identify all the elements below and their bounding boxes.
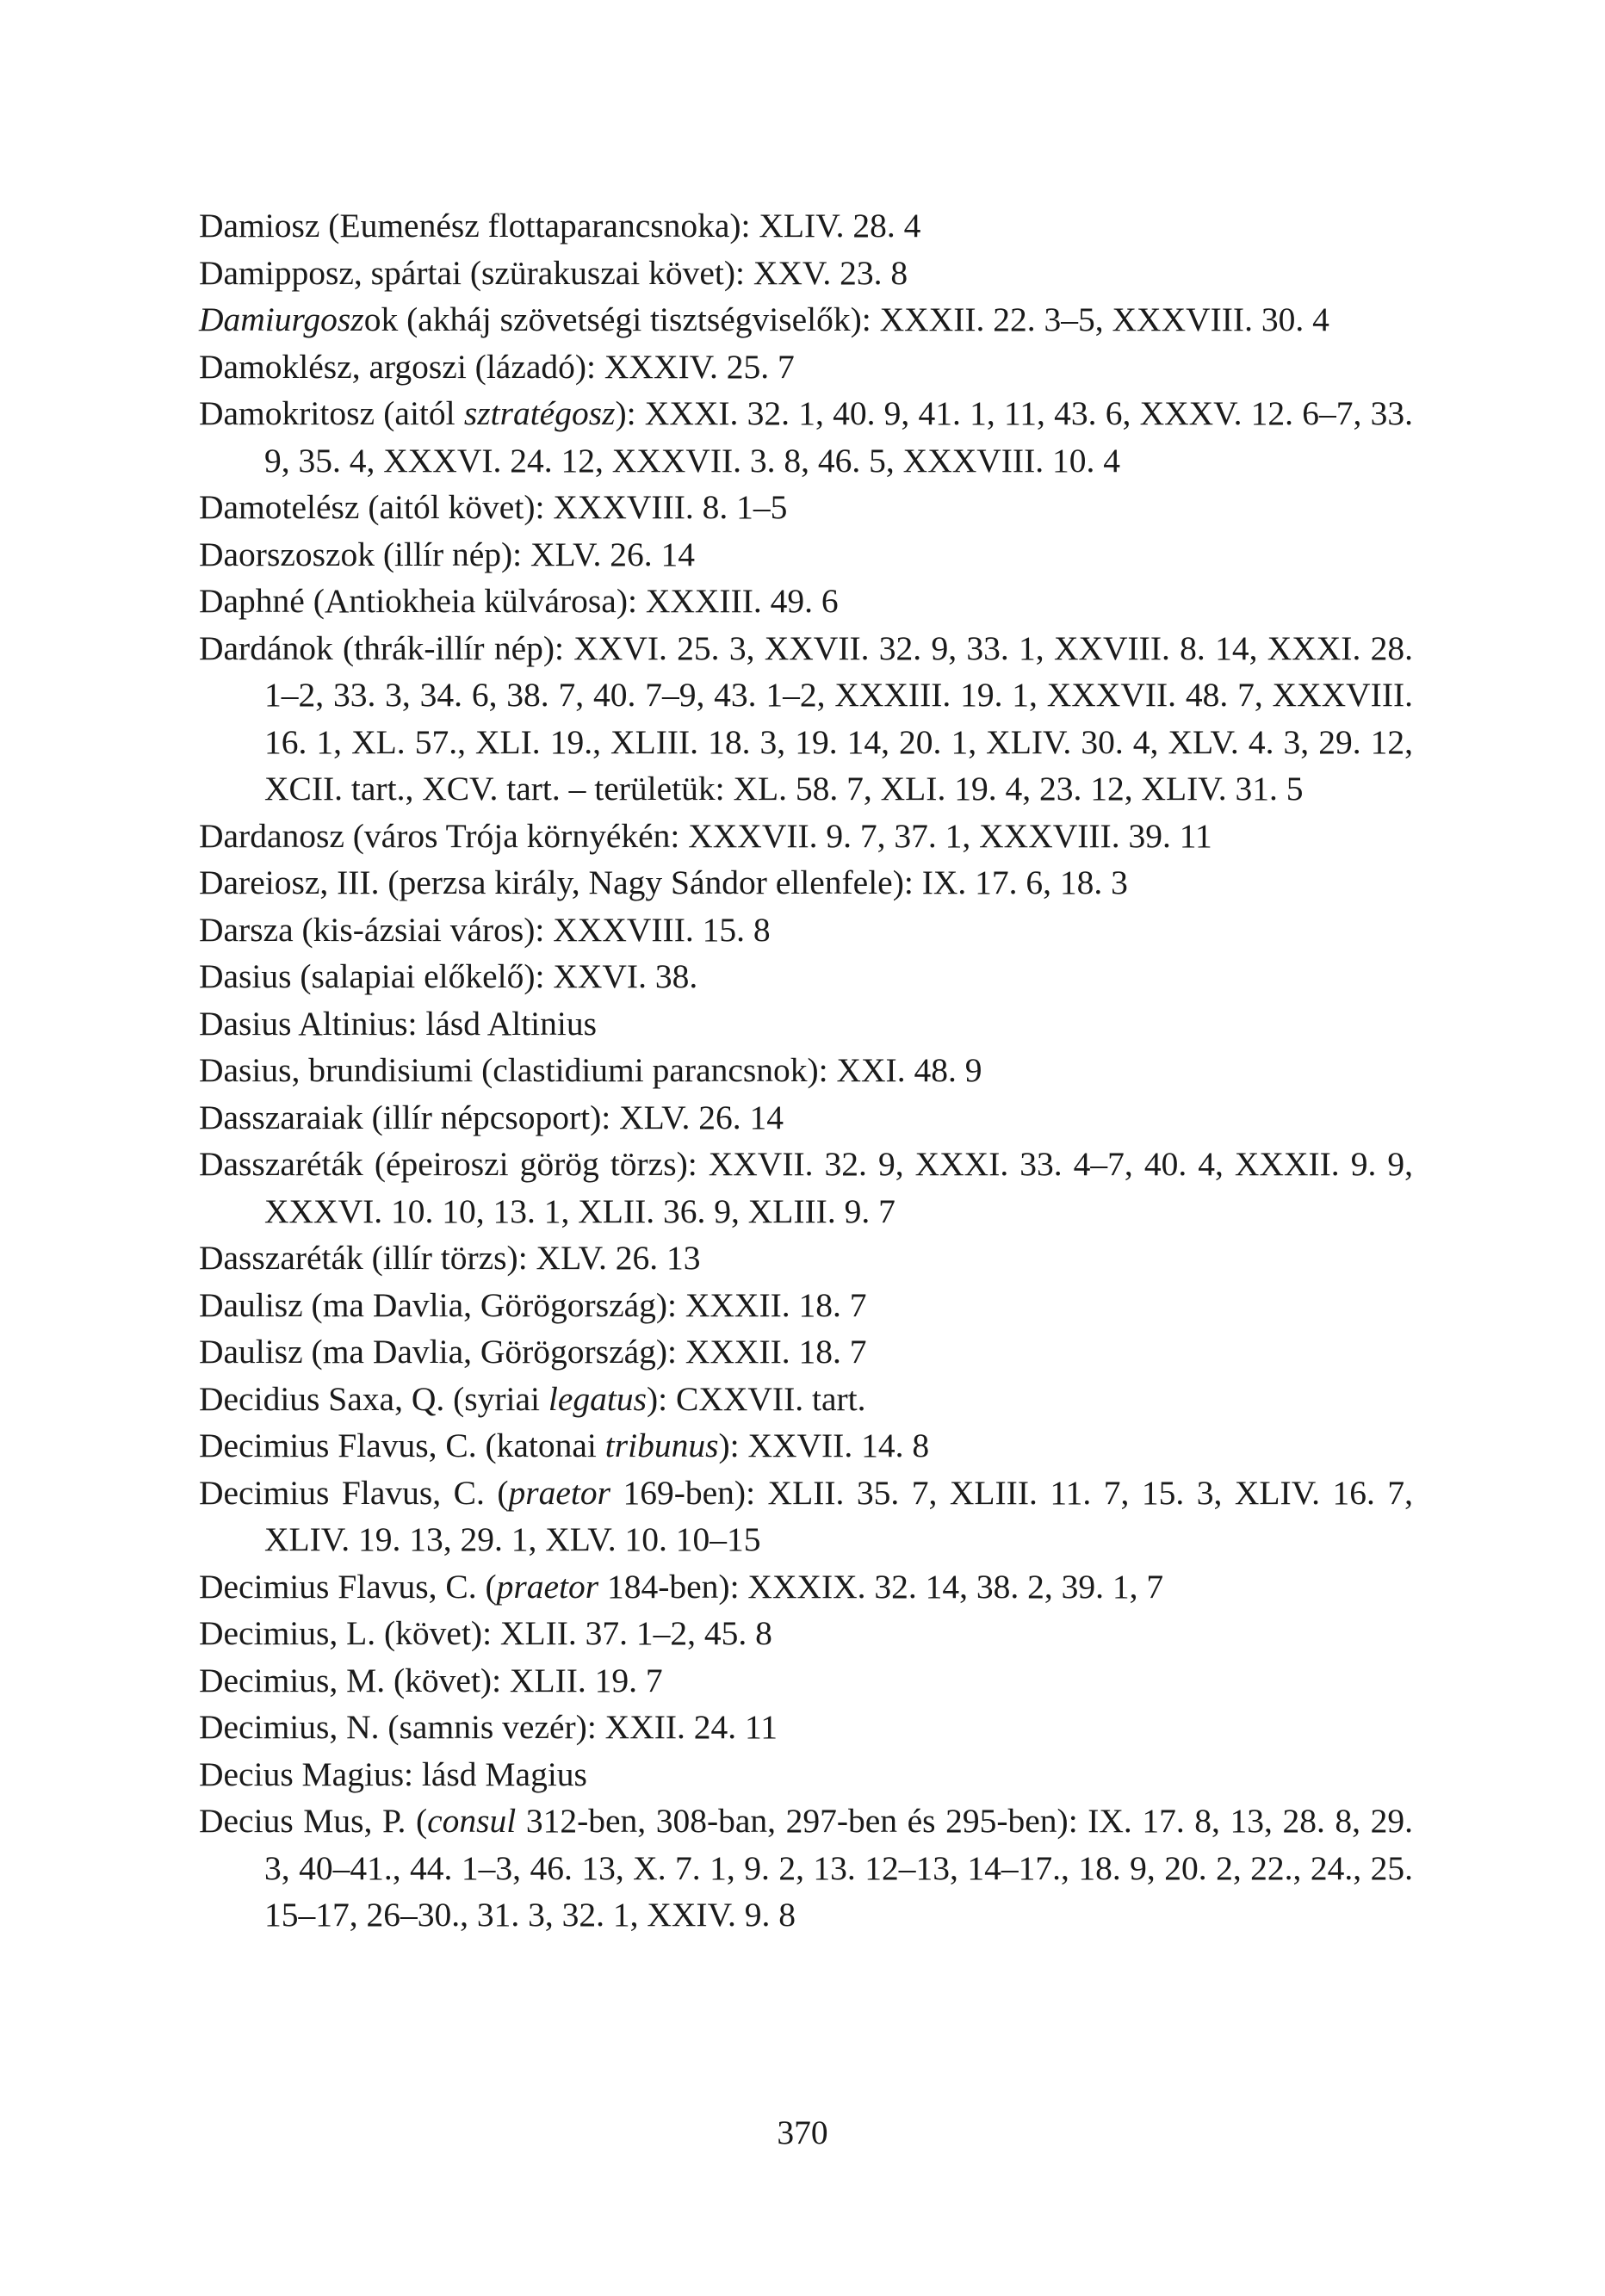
index-entry (199, 1000, 1413, 1048)
index-entries (199, 202, 1413, 1939)
index-entry (199, 953, 1413, 1000)
index-entry (199, 1141, 1413, 1235)
index-entry (199, 1376, 1413, 1423)
index-entry (199, 202, 1413, 250)
index-entry (199, 1282, 1413, 1329)
index-entry-text: ): XXVII. 14. 8 (718, 1426, 930, 1464)
index-entry-text: Damokritosz (aitól (199, 394, 464, 432)
index-entry-italic-term: sztratégosz (463, 394, 616, 432)
index-entry-italic-term: praetor (508, 1473, 610, 1512)
index-entry-italic-term: Damiurgosz (199, 300, 364, 338)
index-entry (199, 484, 1413, 531)
index-entry-italic-term: tribunus (604, 1426, 719, 1464)
index-entry (199, 250, 1413, 297)
index-entry-text: Dardánok (thrák-illír nép): XXVI. 25. 3, XXVII. 32. 9, 33. 1, XXVIII. 8. 14, XXXI. 28. 1–2, 33. 3, 34. 6, 38. 7, 40. 7–9, 43. 1–2, XXXIII. 19. 1, XXXVII. 48. 7, XXXVIII. 16. 1, XL. 57., XLI. 19., XLIII. 18. 3, 19. 14, 20. 1, XLIV. 30. 4, XLV. 4. 3, 29. 12, XCII. tart., XCV. tart. – területük: XL. 58. 7, XLI. 19. 4, 23. 12, XLIV. 31. 5 (199, 628, 1413, 808)
index-entry-text: Decius Mus, P. ( (199, 1802, 428, 1840)
index-entry-text: 169-ben): XLII. 35. 7, XLIII. 11. 7, 15. 3, XLIV. 16. 7, XLIV. 19. 13, 29. 1, XLV. 10. 10–15 (264, 1473, 1414, 1558)
index-entry-italic-term: praetor (496, 1567, 599, 1606)
index-entry-text: ok (akháj szövetségi tisztségviselők): XXXII. 22. 3–5, XXXVIII. 30. 4 (363, 300, 1329, 338)
index-entry-text: Damotelész (aitól követ): XXXVIII. 8. 1–5 (199, 488, 788, 526)
index-entry-text: Decimius, N. (samnis vezér): XXII. 24. 11 (199, 1708, 778, 1746)
index-entry-text: Daorszoszok (illír nép): XLV. 26. 14 (199, 535, 695, 573)
index-entry-text: Decimius, L. (követ): XLII. 37. 1–2, 45. 8 (199, 1614, 772, 1652)
index-entry (199, 1704, 1413, 1751)
index-entry (199, 1798, 1413, 1939)
index-entry-text: Dasszaréták (illír törzs): XLV. 26. 13 (199, 1239, 701, 1277)
index-entry (199, 1751, 1413, 1798)
page-number: 370 (777, 2113, 828, 2151)
index-entry-text: Dasius (salapiai előkelő): XXVI. 38. (199, 957, 698, 995)
index-entry-text: Damoklész, argoszi (lázadó): XXXIV. 25. 7 (199, 347, 795, 386)
index-entry-text: Decidius Saxa, Q. (syriai (199, 1379, 548, 1418)
index-entry (199, 1657, 1413, 1705)
index-entry-text: Damipposz, spártai (szürakuszai követ): XXV. 23. 8 (199, 253, 908, 292)
index-entry (199, 859, 1413, 907)
index-entry-text: 184-ben): XXXIX. 32. 14, 38. 2, 39. 1, 7 (598, 1567, 1164, 1606)
index-entry-text: ): CXXVII. tart. (647, 1379, 866, 1418)
index-entry-text: Dareiosz, III. (perzsa király, Nagy Sándor ellenfele): IX. 17. 6, 18. 3 (199, 863, 1128, 901)
index-entry (199, 1422, 1413, 1470)
index-entry (199, 296, 1413, 343)
index-entry (199, 531, 1413, 579)
index-entry-text: Daphné (Antiokheia külvárosa): XXXIII. 49. 6 (199, 582, 839, 620)
index-entry-text: Dasszaraiak (illír népcsoport): XLV. 26. 14 (199, 1098, 784, 1136)
index-entry-text: Decimius, M. (követ): XLII. 19. 7 (199, 1661, 663, 1699)
index-entry (199, 1235, 1413, 1282)
index-entry-italic-term: consul (427, 1802, 517, 1840)
index-entry (199, 813, 1413, 860)
index-entry (199, 1094, 1413, 1142)
index-entry-text: Damiosz (Eumenész flottaparancsnoka): XLIV. 28. 4 (199, 207, 921, 244)
index-entry-text: Dasius, brundisiumi (clastidiumi parancsnok): XXI. 48. 9 (199, 1051, 982, 1089)
index-entry-text: Darsza (kis-ázsiai város): XXXVIII. 15. 8 (199, 910, 771, 949)
index-entry (199, 1610, 1413, 1657)
index-entry (199, 343, 1413, 391)
index-entry-text: Decimius Flavus, C. ( (199, 1567, 497, 1606)
index-entry-text: ): XXXI. 32. 1, 40. 9, 41. 1, 11, 43. 6, XXXV. 12. 6–7, 33. 9, 35. 4, XXXVI. 24. 12, XXXVII. 3. 8, 46. 5, XXXVIII. 10. 4 (264, 394, 1414, 480)
index-entry (199, 578, 1413, 625)
index-entry-italic-term: legatus (548, 1379, 647, 1418)
index-entry (199, 1563, 1413, 1611)
index-entry (199, 1047, 1413, 1094)
index-entry (199, 907, 1413, 954)
index-entry-text: Daulisz (ma Davlia, Görögország): XXXII. 18. 7 (199, 1333, 867, 1371)
index-entry-text: Daulisz (ma Davlia, Görögország): XXXII. 18. 7 (199, 1285, 867, 1324)
index-entry-text: Dasius Altinius: lásd Altinius (199, 1004, 597, 1043)
index-entry-text: Dardanosz (város Trója környékén: XXXVII. 9. 7, 37. 1, XXXVIII. 39. 11 (199, 816, 1212, 855)
index-entry-text: Decimius Flavus, C. (katonai (199, 1426, 605, 1464)
index-entry (199, 1328, 1413, 1376)
index-entry (199, 1470, 1413, 1563)
index-entry-text: Dasszaréták (épeiroszi görög törzs): XXVII. 32. 9, XXXI. 33. 4–7, 40. 4, XXXII. 9. 9, XXXVI. 10. 10, 13. 1, XLII. 36. 9, XLIII. 9. 7 (199, 1145, 1413, 1230)
index-entry-text: 312-ben, 308-ban, 297-ben és 295-ben): IX. 17. 8, 13, 28. 8, 29. 3, 40–41., 44. 1–3, 46. 13, X. 7. 1, 9. 2, 13. 12–13, 14–17., 18. 9, 20. 2, 22., 24., 25. 15–17, 26–30., 31. 3, 32. 1, XXIV. 9. 8 (264, 1802, 1413, 1934)
index-entry (199, 390, 1413, 484)
index-entry-text: Decius Magius: lásd Magius (199, 1754, 587, 1793)
index-entry (199, 625, 1413, 813)
index-entry-text: Decimius Flavus, C. ( (199, 1473, 509, 1512)
